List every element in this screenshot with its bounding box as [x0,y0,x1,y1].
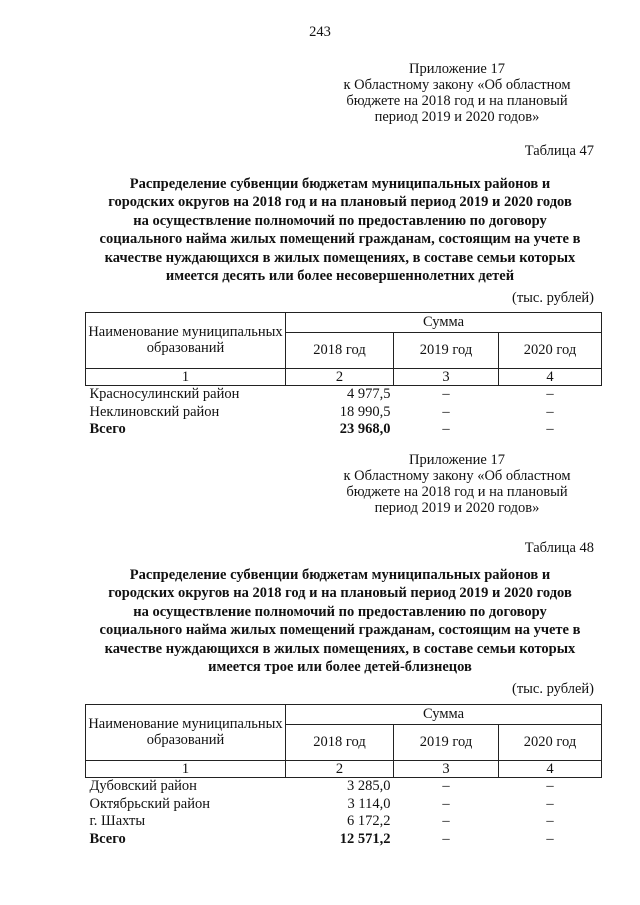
header-name: Наименование муниципальных образований [86,705,286,761]
header-2019: 2019 год [394,725,499,761]
total-2019: – [442,421,450,437]
table-row [86,813,602,831]
title-line: имеется трое или более детей-близнецов [208,659,472,676]
row-2019: – [442,778,450,794]
title-line: Распределение субвенции бюджетам муниципальных районов и [129,567,551,583]
table-title [80,566,600,676]
table-row [86,386,602,404]
total-2019: – [442,830,450,847]
row-2019: – [442,813,450,829]
appendix-header [322,61,592,125]
appendix-header [322,452,592,516]
table-title [80,175,600,285]
total-2020: – [546,830,554,847]
index-cell: 4 [499,369,602,386]
row-2019: – [442,386,450,402]
title-line: на осуществление полномочий по предоставлению по договору [133,212,547,229]
unit-label: (тыс. рублей) [512,681,594,697]
row-2020: – [546,386,554,402]
row-2020: – [546,403,554,420]
title-line: качестве нуждающихся в жилых помещениях, в составе семьи которых [104,249,576,266]
row-2018: 4 977,5 [347,386,391,402]
row-2018: 3 114,0 [347,795,391,812]
index-cell: 3 [394,761,499,778]
header-2018: 2018 год [286,725,394,761]
data-table [85,312,602,439]
row-2020: – [546,778,554,794]
row-name: Красносулинский район [89,386,240,402]
header-2020: 2020 год [499,333,602,369]
total-2018: 23 968,0 [339,421,391,437]
index-cell: 2 [286,761,394,778]
total-name: Всего [89,830,126,847]
title-line: Распределение субвенции бюджетам муниципальных районов и [129,176,551,192]
header-2019: 2019 год [394,333,499,369]
header-sum: Сумма [286,313,602,333]
row-2020: – [546,813,554,829]
title-line: городских округов на 2018 год и на плановый период 2019 и 2020 годов [108,585,572,602]
index-cell: 1 [86,761,286,778]
index-cell: 4 [499,761,602,778]
total-2020: – [546,421,554,437]
row-name: Неклиновский район [89,403,220,420]
title-line: качестве нуждающихся в жилых помещениях, в составе семьи которых [104,640,576,657]
total-2018: 12 571,2 [339,830,391,847]
row-name: Октябрьский район [89,795,210,812]
total-row [86,421,602,439]
total-row [86,831,602,849]
row-2018: 18 990,5 [339,403,391,420]
appendix-title: Приложение 17 [409,452,505,468]
row-2019: – [442,795,450,812]
appendix-title: Приложение 17 [409,61,505,77]
appendix-line: к Областному закону «Об областном [343,77,571,93]
appendix-line: бюджете на 2018 год и на плановый [346,93,568,109]
header-2020: 2020 год [499,725,602,761]
title-line: на осуществление полномочий по предоставлению по договору [133,603,547,620]
page-number: 243 [309,24,331,40]
total-name: Всего [89,421,126,437]
index-cell: 1 [86,369,286,386]
title-line: городских округов на 2018 год и на плановый период 2019 и 2020 годов [108,194,572,211]
table-row [86,796,602,814]
row-2020: – [546,795,554,812]
row-2019: – [442,403,450,420]
appendix-line: период 2019 и 2020 годов» [374,109,540,125]
appendix-line: период 2019 и 2020 годов» [374,500,540,516]
row-name: Дубовский район [89,778,197,794]
header-2018: 2018 год [286,333,394,369]
title-line: социального найма жилых помещений гражданам, состоящим на учете в [99,622,581,639]
table-row [86,778,602,796]
unit-label: (тыс. рублей) [512,290,594,306]
header-sum: Сумма [286,705,602,725]
appendix-line: бюджете на 2018 год и на плановый [346,484,568,500]
index-cell: 3 [394,369,499,386]
appendix-line: к Областному закону «Об областном [343,468,571,484]
table-number: Таблица 48 [524,540,594,556]
data-table [85,704,602,848]
header-name: Наименование муниципальных образований [86,313,286,369]
table-row [86,404,602,422]
row-2018: 6 172,2 [347,813,391,829]
row-2018: 3 285,0 [347,778,391,794]
table-number: Таблица 47 [524,143,594,159]
title-line: имеется десять или более несовершеннолетних детей [165,268,515,285]
row-name: г. Шахты [89,813,146,829]
title-line: социального найма жилых помещений гражданам, состоящим на учете в [99,231,581,248]
index-cell: 2 [286,369,394,386]
